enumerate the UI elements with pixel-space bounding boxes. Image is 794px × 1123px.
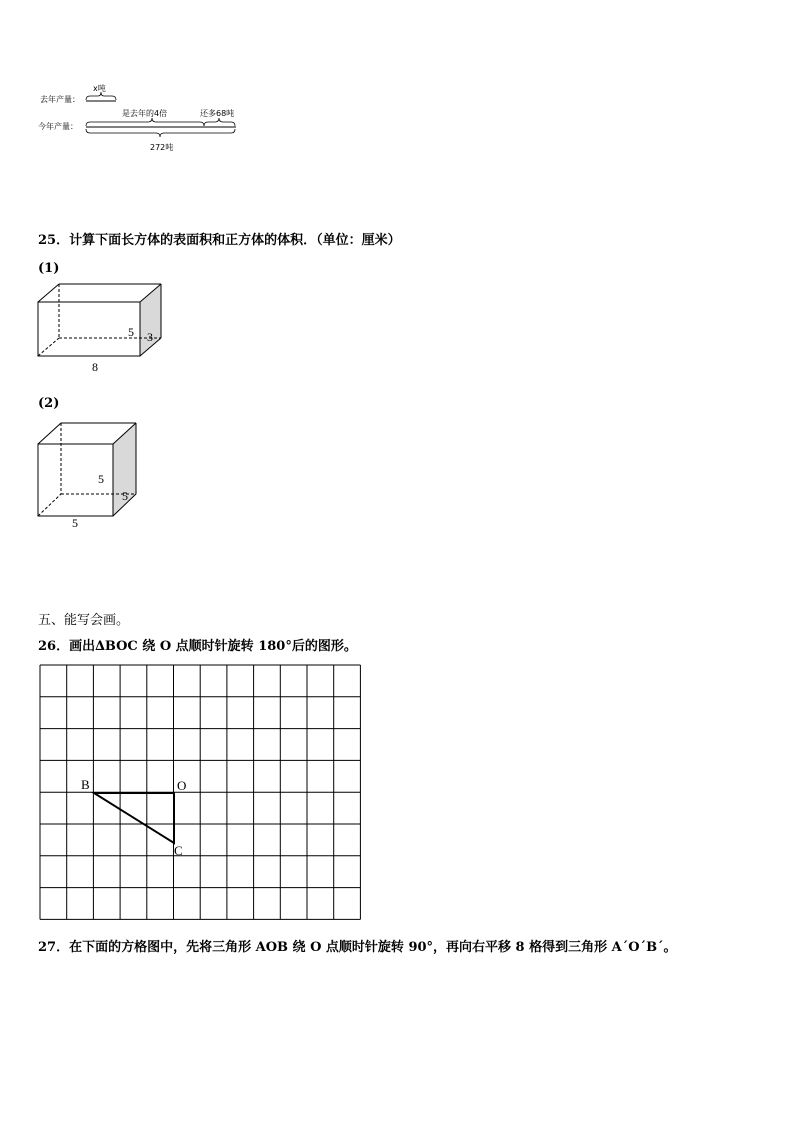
cube-length-label: 5 — [72, 516, 78, 530]
cuboid-width-label: 5 — [128, 325, 134, 339]
question-25-title: 25．计算下面长方体的表面积和正方体的体积．（单位：厘米） — [38, 233, 401, 248]
question-25-part2-label: (2) — [38, 396, 60, 411]
question-26-title: 26．画出∆BOC 绕 O 点顺时针旋转 180°后的图形。 — [38, 639, 357, 654]
point-c-label: C — [174, 843, 183, 858]
last-year-label: 去年产量： — [40, 95, 80, 104]
total-272-label: 272吨 — [150, 143, 174, 152]
point-b-label: B — [81, 777, 90, 792]
x-ton-label: x吨 — [93, 84, 106, 93]
cuboid-height-label: 3 — [147, 330, 153, 344]
point-o-label: O — [177, 778, 187, 793]
more-68-label: 还多68吨 — [200, 109, 235, 118]
question-25-part1-label: (1) — [38, 261, 60, 276]
section-5-title: 五、能写会画。 — [38, 613, 130, 628]
cuboid-length-label: 8 — [92, 360, 98, 374]
question-27-title: 27．在下面的方格图中，先将三角形 AOB 绕 O 点顺时针旋转 90°，再向右平移 8 格得到三角形 A´O´B´。 — [38, 940, 677, 955]
triangle-boc — [94, 793, 174, 843]
this-year-label: 今年产量： — [38, 122, 78, 131]
grid-lines — [40, 665, 360, 919]
four-times-label: 是去年的4倍 — [122, 109, 168, 118]
cube-height-label: 5 — [122, 489, 128, 503]
cube-width-label: 5 — [98, 472, 104, 486]
